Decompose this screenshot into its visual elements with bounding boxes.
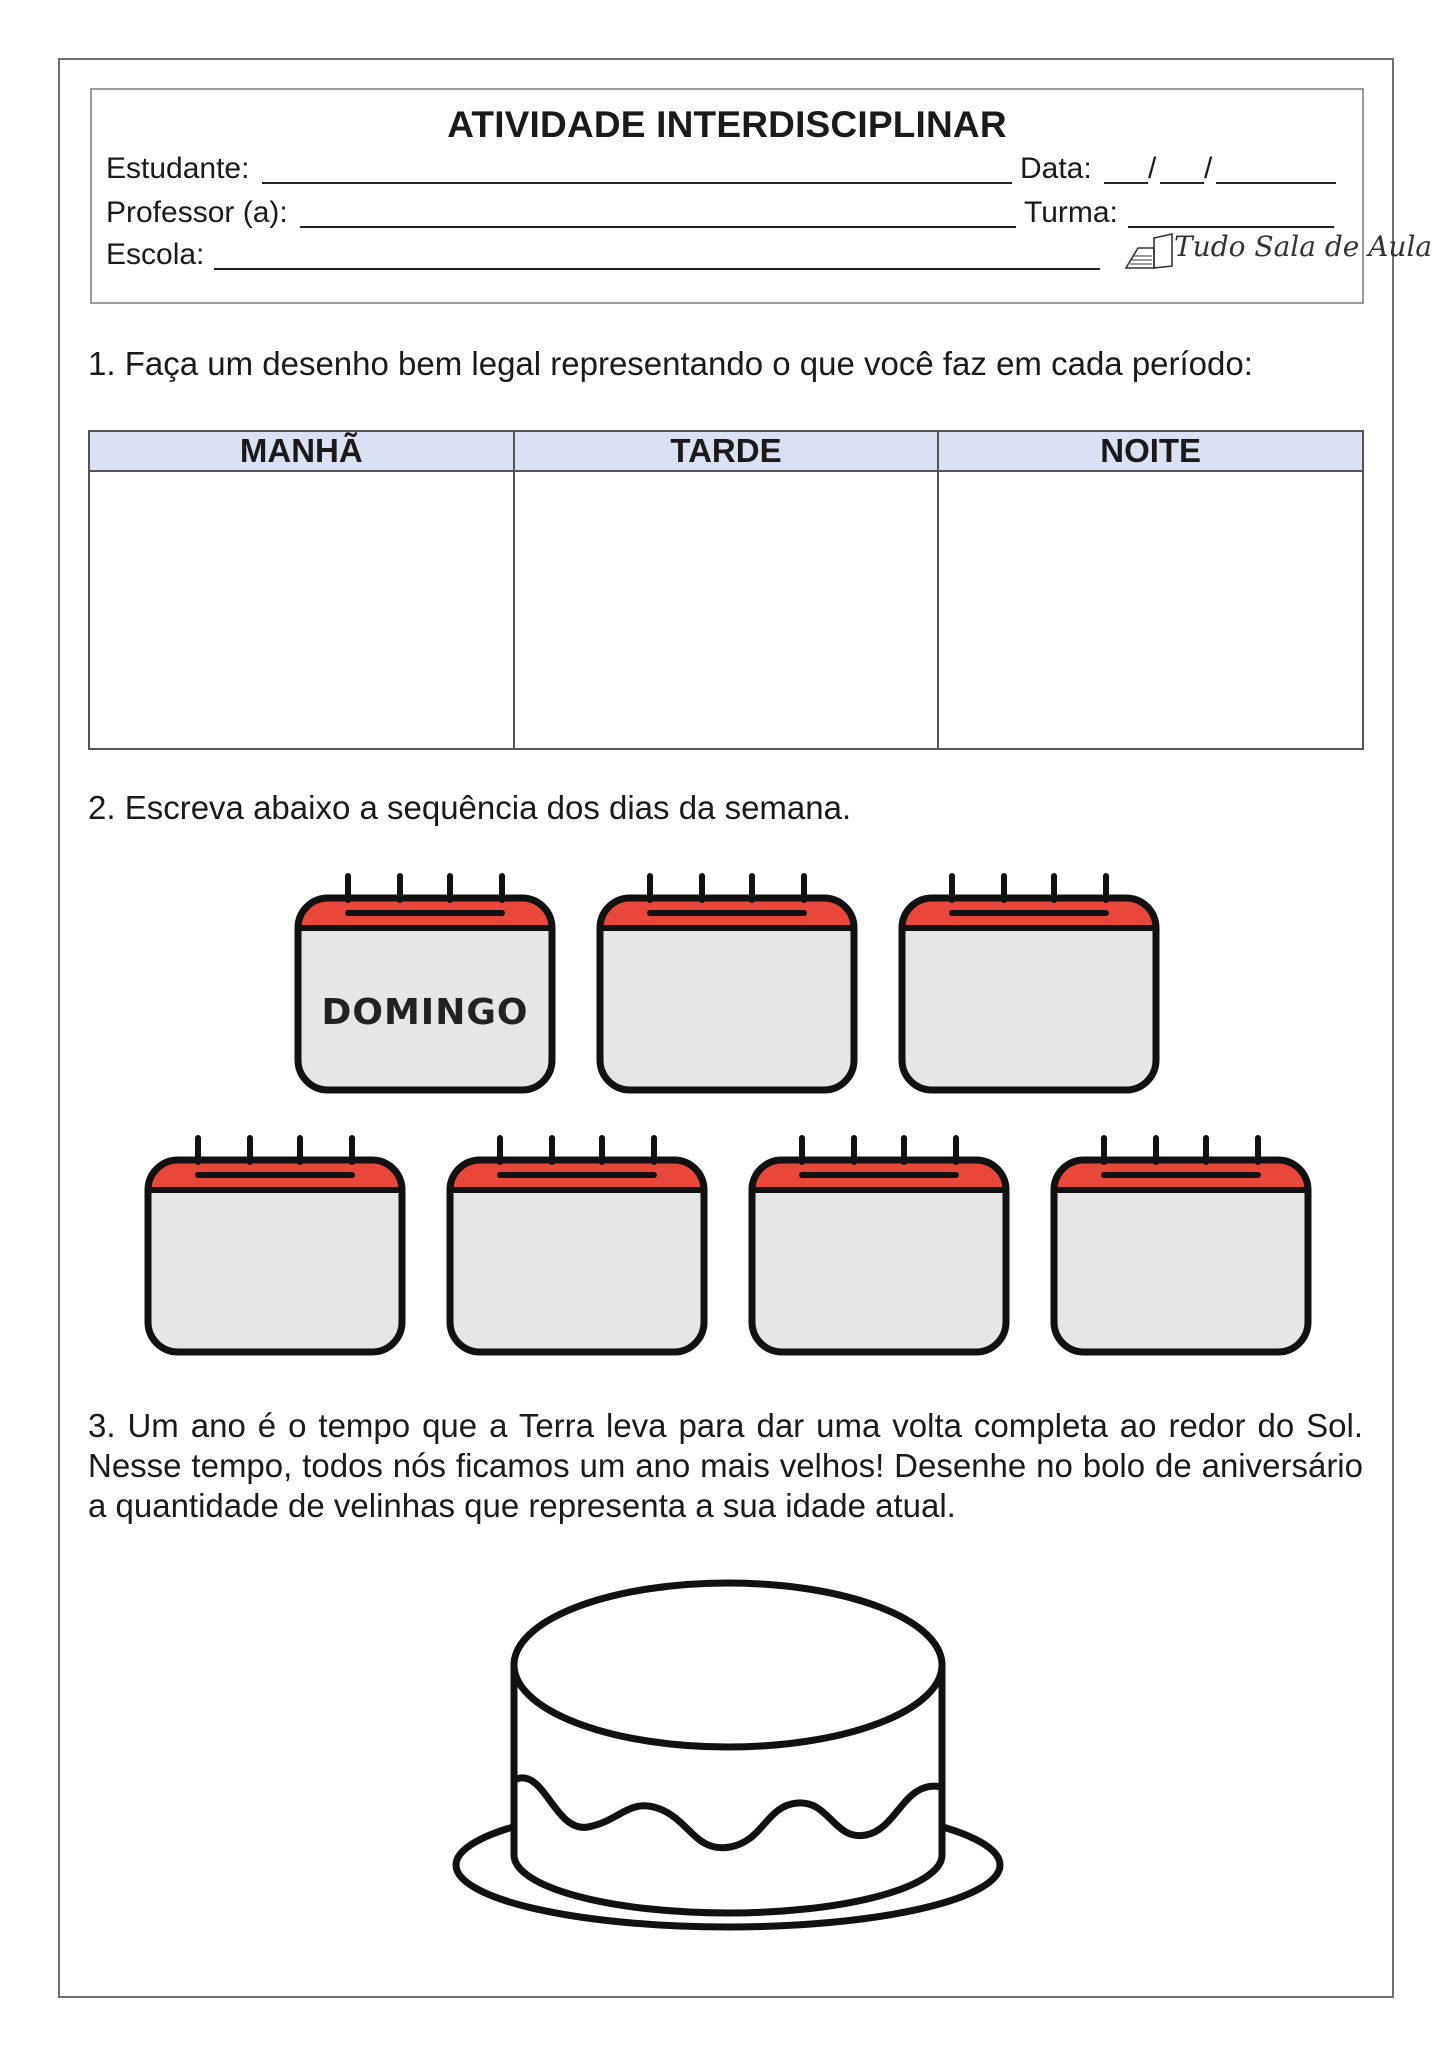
calendar-day-3[interactable] bbox=[896, 870, 1166, 1100]
calendar-icon bbox=[1048, 1132, 1314, 1362]
calendar-icon bbox=[142, 1132, 408, 1362]
cake-top bbox=[514, 1583, 942, 1747]
calendar-day-label: DOMINGO bbox=[321, 992, 529, 1033]
calendar-day-4[interactable] bbox=[142, 1132, 412, 1362]
calendar-day-5[interactable] bbox=[444, 1132, 714, 1362]
calendar-day-7[interactable] bbox=[1048, 1132, 1318, 1362]
question-1-text: 1. Faça um desenho bem legal representando o que você faz em cada período: bbox=[88, 345, 1253, 382]
date-day-field[interactable] bbox=[1104, 182, 1148, 184]
calendar-day-2[interactable] bbox=[594, 870, 864, 1100]
drawing-cell-afternoon[interactable] bbox=[514, 471, 939, 749]
date-slash-1: / bbox=[1148, 152, 1157, 185]
calendar-icon bbox=[594, 870, 860, 1100]
school-field[interactable] bbox=[214, 268, 1100, 270]
birthday-cake-drawing[interactable] bbox=[448, 1565, 1008, 1935]
calendar-day-6[interactable] bbox=[746, 1132, 1016, 1362]
calendar-icon bbox=[444, 1132, 710, 1362]
question-3-text: 3. Um ano é o tempo que a Terra leva para dar uma volta completa ao redor do Sol. Nesse tempo, todos nós ficamos um ano mais velhos! Desenhe no bolo de aniversário a quantidade de velinhas que representa a sua idade atual. bbox=[88, 1407, 1363, 1524]
periods-header-row bbox=[89, 431, 1363, 471]
student-label: Estudante: bbox=[106, 152, 250, 185]
drawing-cell-morning[interactable] bbox=[89, 471, 514, 749]
class-label: Turma: bbox=[1024, 196, 1118, 229]
date-year-field[interactable] bbox=[1216, 182, 1336, 184]
column-header-afternoon: TARDE bbox=[514, 431, 939, 471]
date-slash-2: / bbox=[1204, 152, 1213, 185]
question-2-text: 2. Escreva abaixo a sequência dos dias da semana. bbox=[88, 789, 852, 826]
calendar-icon bbox=[746, 1132, 1012, 1362]
column-header-night: NOITE bbox=[938, 431, 1363, 471]
open-book-icon bbox=[1124, 232, 1178, 272]
school-label: Escola: bbox=[106, 238, 205, 271]
date-label: Data: bbox=[1020, 152, 1092, 185]
brand-logo-text: Tudo Sala de Aula bbox=[1174, 230, 1433, 263]
drawing-cell-night[interactable] bbox=[938, 471, 1363, 749]
student-name-field[interactable] bbox=[262, 182, 1012, 184]
calendar-icon bbox=[292, 870, 558, 1100]
calendar-icon bbox=[896, 870, 1162, 1100]
date-month-field[interactable] bbox=[1160, 182, 1204, 184]
calendar-day-1[interactable] bbox=[292, 870, 562, 1100]
periods-table bbox=[88, 430, 1364, 750]
brand-logo bbox=[1124, 226, 1433, 276]
column-header-morning: MANHÃ bbox=[89, 431, 514, 471]
periods-drawing-row bbox=[89, 471, 1363, 749]
header-box bbox=[90, 88, 1433, 304]
worksheet-title: ATIVIDADE INTERDISCIPLINAR bbox=[447, 104, 1007, 145]
teacher-name-field[interactable] bbox=[300, 226, 1016, 228]
teacher-label: Professor (a): bbox=[106, 196, 288, 229]
